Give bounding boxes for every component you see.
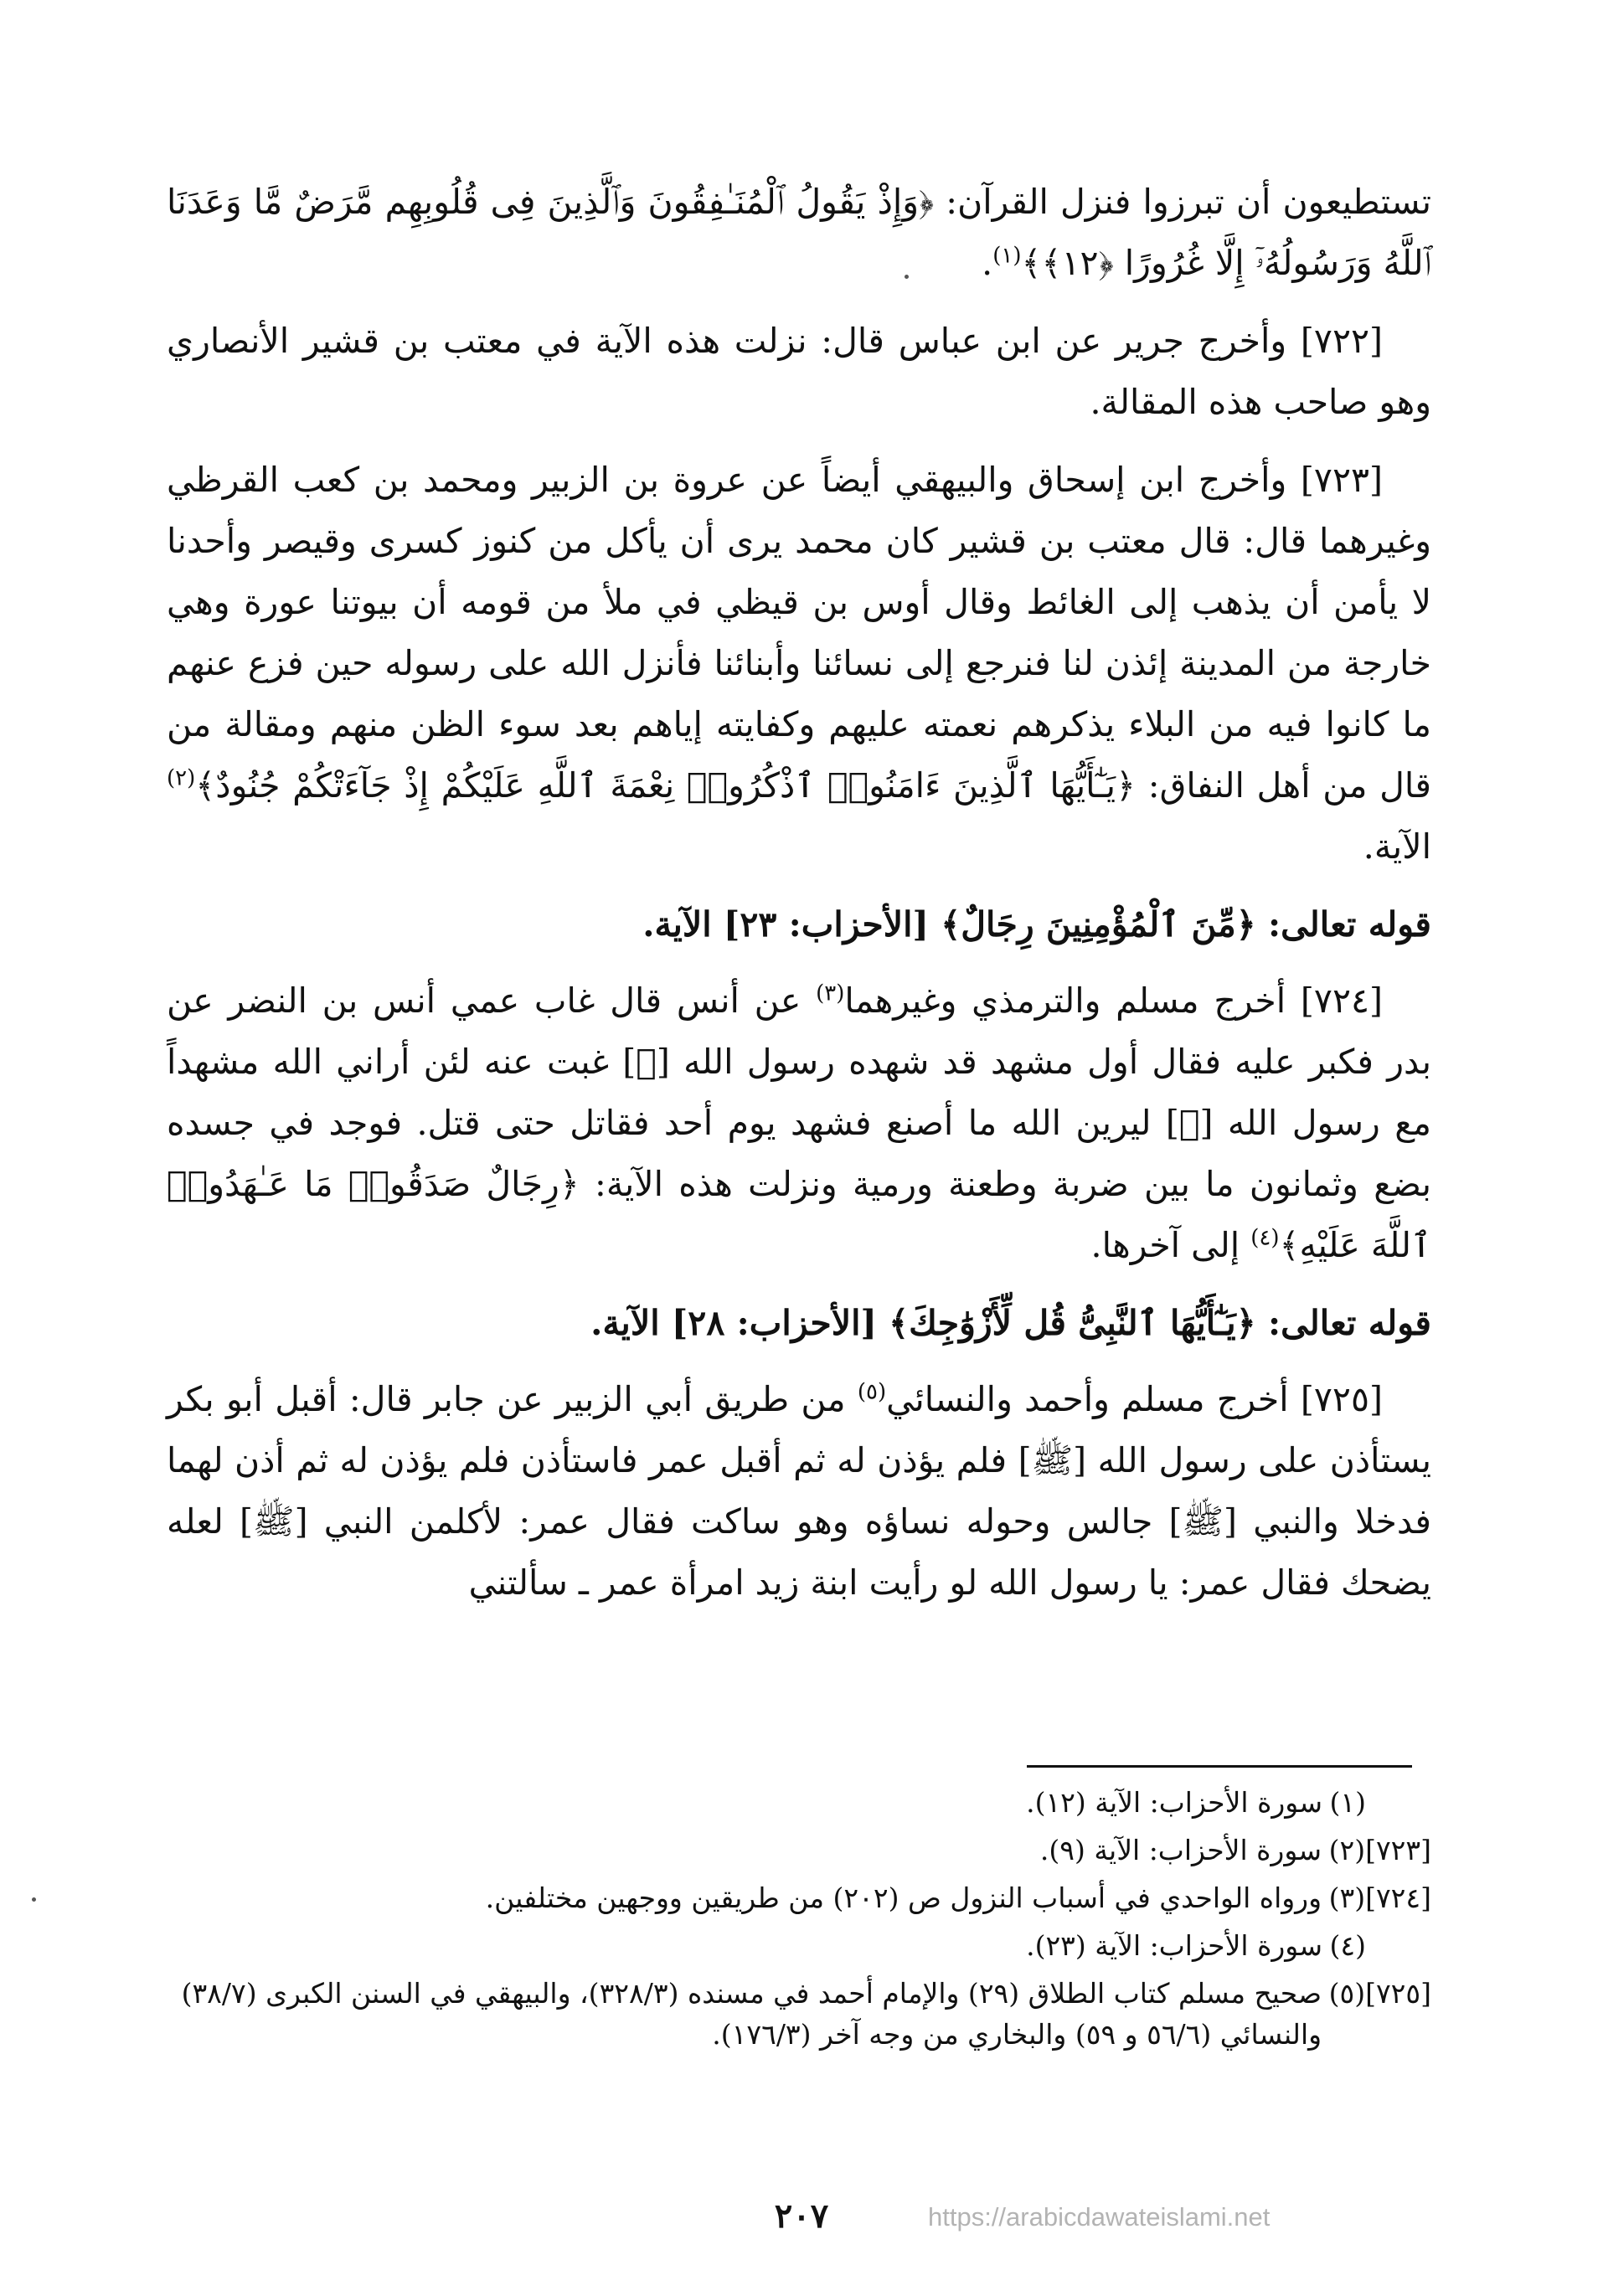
footnote-divider — [1027, 1765, 1412, 1768]
footnote-text: صحيح مسلم كتاب الطلاق (٢٩) والإمام أحمد في مسنده (٣٢٨/٣)، والبيهقي في السنن الكبرى (٣٨/٧) والنسائي (٥٦/٦ و ٥٩) والبخاري من وجه آخر (١٧٦/٣). — [181, 1977, 1322, 2051]
section-heading-1: قوله تعالى: ﴿مِّنَ ٱلْمُؤْمِنِينَ رِجَالٌ﴾ [الأحزاب: ٢٣] الآية. — [642, 904, 1431, 945]
paragraph-text: تستطيعون أن تبرزوا فنزل القرآن: ﴿وَإِذْ يَقُولُ ٱلْمُنَـٰفِقُونَ وَٱلَّذِينَ فِى قُلُوبِهِم مَّرَضٌ مَّا وَعَدَنَا ٱللَّهُ وَرَسُولُهُۥٓ إِلَّا غُرُورًا ﴿١٢﴾﴾ — [167, 182, 1431, 283]
page-number: ٢٠٧ — [774, 2196, 829, 2236]
footnote-text: ورواه الواحدي في أسباب النزول ص (٢٠٢) من طريقين ووجهين مختلفين. — [485, 1882, 1322, 1914]
main-text — [167, 172, 1431, 1630]
footnote-ref — [1366, 1925, 1431, 1966]
footnote-number: (٥) — [1328, 1977, 1366, 2010]
paragraph-text-start: [٧٢٤] أخرج مسلم والترمذي وغيرهما — [844, 981, 1383, 1021]
footnote-number: (٢) — [1328, 1834, 1366, 1866]
paragraph-text: [٧٢٢] وأخرج جرير عن ابن عباس قال: نزلت هذه الآية في معتب بن قشير الأنصاري وهو صاحب هذه المقالة. — [167, 321, 1431, 422]
footnotes-section — [167, 1782, 1431, 2062]
footnote-number: (١) — [1329, 1786, 1366, 1819]
footnote-number: (٣) — [1328, 1882, 1366, 1914]
footnote-ref: [٧٢٥] — [1365, 1977, 1431, 2010]
footnote-item — [167, 1782, 1431, 1823]
footnote-text: سورة الأحزاب: الآية (٢٣). — [1026, 1929, 1322, 1962]
scan-speck — [32, 1897, 36, 1902]
footnote-text: سورة الأحزاب: الآية (٩). — [1039, 1834, 1322, 1866]
footnote-marker[interactable]: (١) — [992, 243, 1022, 269]
paragraph-text-body: عن أنس قال غاب عمي أنس بن النضر عن بدر فكبر عليه فقال أول مشهد قد شهده رسول الله [ﷺ] غبت عنه لئن أراني الله مشهداً مع رسول الله [ﷺ] ليرين الله ما أصنع فشهد يوم أحد فقاتل حتى قتل. فوجد في جسده بضع وثمانون ما بين ضربة وطعنة ورمية ونزلت هذه الآية: ﴿رِجَالٌ صَدَقُوا۟ مَا عَـٰهَدُوا۟ ٱللَّهَ عَلَيْهِ﴾ — [167, 981, 1431, 1265]
paragraph-text-body: من طريق أبي الزبير عن جابر قال: أقبل أبو بكر يستأذن على رسول الله [ﷺ] فلم يؤذن له ثم أقبل عمر فاستأذن فلم يؤذن له ثم أذن لهما فدخلا والنبي [ﷺ] جالس وحوله نساؤه وهو ساكت فقال عمر: لأكلمن النبي [ﷺ] لعله يضحك فقال عمر: يا رسول الله لو رأيت ابنة زيد امرأة عمر ـ سألتني — [167, 1379, 1431, 1603]
footnote-number: (٤) — [1329, 1929, 1366, 1962]
footnote-marker[interactable]: (٣) — [816, 981, 845, 1006]
scan-speck — [905, 275, 909, 279]
section-heading-2: قوله تعالى: ﴿يَـٰٓأَيُّهَا ٱلنَّبِىُّ قُل لِّأَزْوَٰجِكَ﴾ [الأحزاب: ٢٨] الآية. — [590, 1303, 1431, 1343]
footnote-text: سورة الأحزاب: الآية (١٢). — [1026, 1786, 1322, 1819]
paragraph-tail: إلى آخرها. — [1090, 1225, 1251, 1265]
paragraph-722 — [167, 311, 1431, 433]
footnote-item — [167, 1877, 1431, 1918]
footnote-marker[interactable]: (٢) — [167, 765, 196, 791]
paragraph-tail: الآية. — [1363, 826, 1431, 867]
footnote-item — [167, 1925, 1431, 1966]
paragraph-724 — [167, 970, 1431, 1276]
footnote-ref — [1366, 1782, 1431, 1823]
footnote-item — [167, 1830, 1431, 1871]
footnote-item — [167, 1973, 1431, 2055]
footnote-marker[interactable]: (٥) — [857, 1379, 887, 1405]
paragraph-text-start: [٧٢٥] أخرج مسلم وأحمد والنسائي — [886, 1379, 1383, 1419]
footnote-ref: [٧٢٤] — [1365, 1882, 1431, 1914]
footnote-marker[interactable]: (٤) — [1250, 1225, 1280, 1251]
paragraph-text: [٧٢٣] وأخرج ابن إسحاق والبيهقي أيضاً عن عروة بن الزبير ومحمد بن كعب القرظي وغيرهما قال: قال معتب بن قشير كان محمد يرى أن يأكل من كنوز كسرى وقيصر وأحدنا لا يأمن أن يذهب إلى الغائط وقال أوس بن قيظي في ملأ من قومه أن بيوتنا عورة وهي خارجة من المدينة إئذن لنا فنرجع إلى نسائنا وأبنائنا فأنزل الله على رسوله حين فزع عنهم ما كانوا فيه من البلاء يذكرهم نعمته عليهم وكفايته إياهم بعد سوء الظن منهم ومقالة من قال من أهل النفاق: ﴿يَـٰٓأَيُّهَا ٱلَّذِينَ ءَامَنُوا۟ ٱذْكُرُوا۟ نِعْمَةَ ٱللَّهِ عَلَيْكُمْ إِذْ جَآءَتْكُمْ جُنُودٌ﴾ — [167, 460, 1431, 806]
paragraph-tail: . — [982, 243, 993, 283]
footnote-ref: [٧٢٣] — [1365, 1834, 1431, 1866]
paragraph-725 — [167, 1369, 1431, 1614]
watermark-url: https://arabicdawateislami.net — [928, 2202, 1271, 2232]
paragraph-continuation — [167, 172, 1431, 294]
paragraph-723 — [167, 450, 1431, 878]
